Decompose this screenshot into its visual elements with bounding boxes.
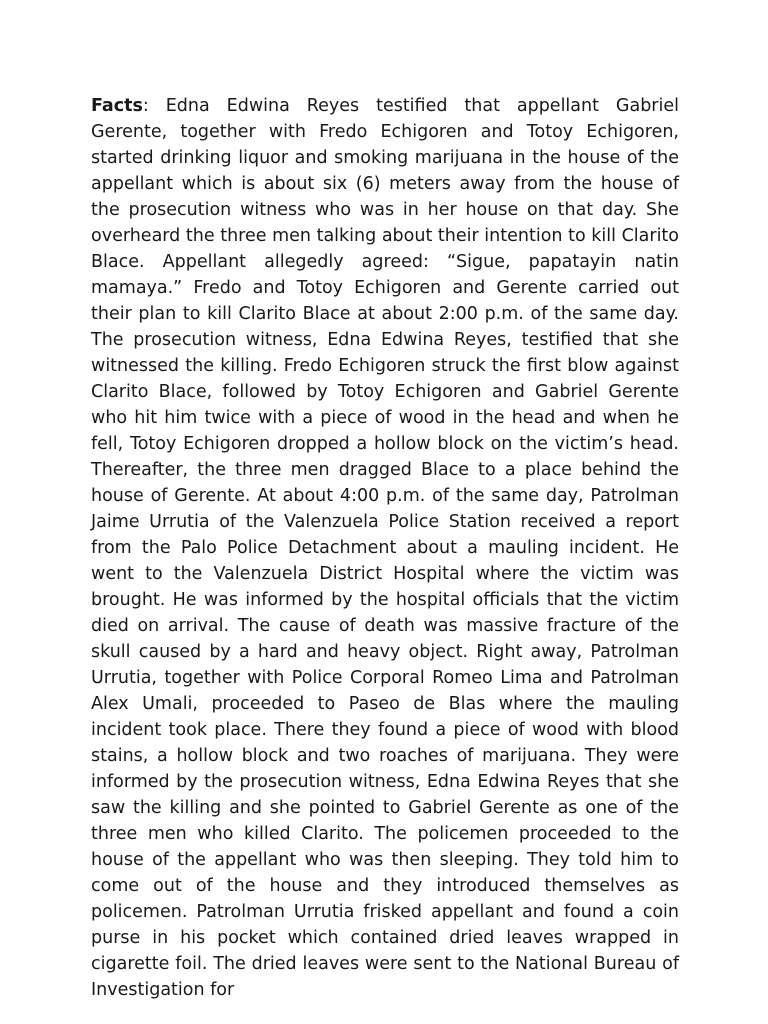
facts-body-text: : Edna Edwina Reyes testified that appellant Gabriel Gerente, together with Fredo Echigoren and Totoy Echigoren, started drinking liquor and smoking marijuana in the house of the appellant which is about six (6) meters away from the house of the prosecution witness who was in her house on that day. She overheard the three men talking about their intention to kill Clarito Blace. Appellant allegedly agreed: “Sigue, papatayin natin mamaya.” Fredo and Totoy Echigoren and Gerente carried out their plan to kill Clarito Blace at about 2:00 p.m. of the same day. The prosecution witness, Edna Edwina Reyes, testified that she witnessed the killing. Fredo Echigoren struck the first blow against Clarito Blace, followed by Totoy Echigoren and Gabriel Gerente who hit him twice with a piece of wood in the head and when he fell, Totoy Echigoren dropped a hollow block on the victim’s head. Thereafter, the three men dragged Blace to a place behind the house of Gerente. At about 4:00 p.m. of the same day, Patrolman Jaime Urrutia of the Valenzuela Police Station received a report from the Palo Police Detachment about a mauling incident. He went to the Valenzuela District Hospital where the victim was brought. He was informed by the hospital officials that the victim died on arrival. The cause of death was massive fracture of the skull caused by a hard and heavy object. Right away, Patrolman Urrutia, together with Police Corporal Romeo Lima and Patrolman Alex Umali, proceeded to Paseo de Blas where the mauling incident took place. There they found a piece of wood with blood stains, a hollow block and two roaches of marijuana. They were informed by the prosecution witness, Edna Edwina Reyes that she saw the killing and she pointed to Gabriel Gerente as one of the three men who killed Clarito. The policemen proceeded to the house of the appellant who was then sleeping. They told him to come out of the house and they introduced themselves as policemen. Patrolman Urrutia frisked appellant and found a coin purse in his pocket which contained dried leaves wrapped in cigarette foil. The dried leaves were sent to the National Bureau of Investigation for	[91, 96, 679, 1000]
facts-label: Facts	[91, 96, 143, 116]
facts-paragraph	[91, 93, 679, 1003]
